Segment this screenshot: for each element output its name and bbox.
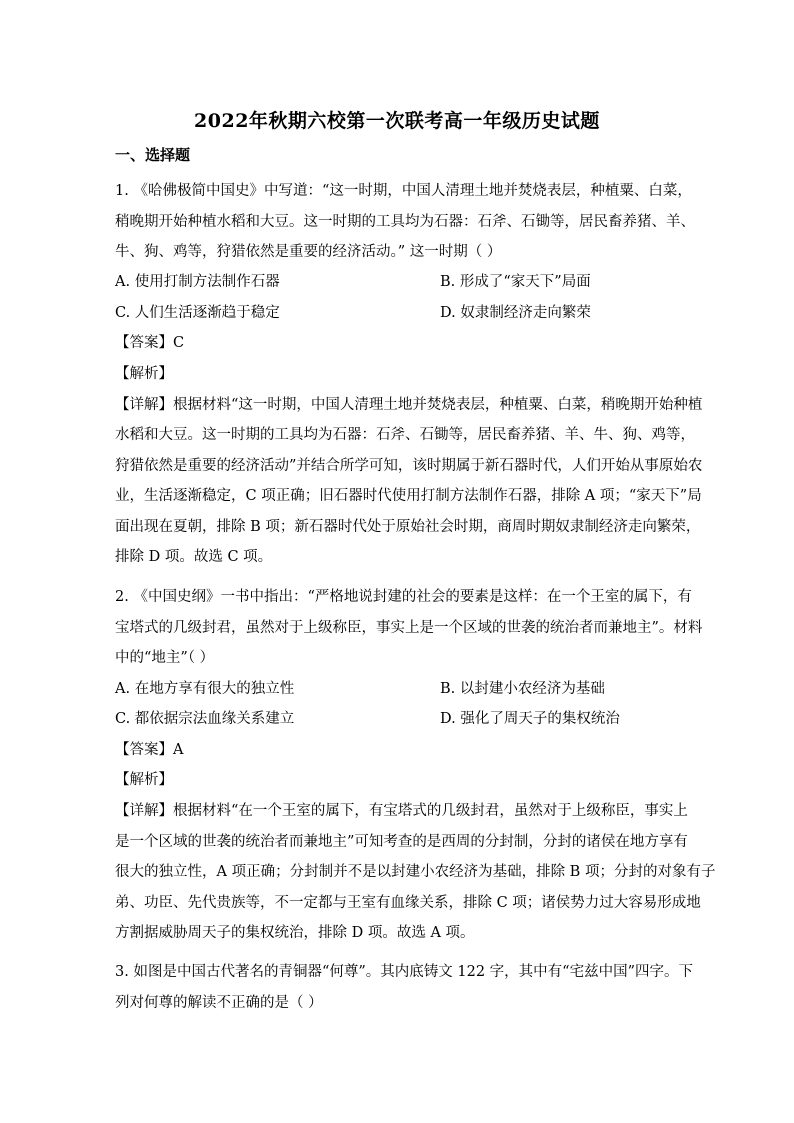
q2-detail-line: 弟、功臣、先代贵族等，不一定都与王室有血缘关系，排除 C 项；诸侯势力过大容易形成地 (115, 895, 701, 911)
q2-stem-line: 宝塔式的几级封君，虽然对于上级称臣，事实上是一个区域的世袭的统治者而兼地主”。材料 (115, 620, 703, 636)
page-title: 2022年秋期六校第一次联考高一年级历史试题 (194, 110, 600, 132)
q2-stem-line: 中的“地主”（ ） (115, 650, 215, 666)
q1-detail-line: 面出现在夏朝，排除 B 项；新石器时代处于原始社会时期，商周时期奴隶制经济走向繁荣， (115, 519, 701, 535)
q1-analysis-label: 【解析】 (115, 366, 173, 382)
q2-detail-line: 很大的独立性，A 项正确；分封制并不是以封建小农经济为基础，排除 B 项；分封的对象有子 (115, 864, 716, 880)
q2-analysis-label: 【解析】 (115, 772, 173, 788)
q2-detail-line: 【详解】根据材料“在一个王室的属下，有宝塔式的几级封君，虽然对于上级称臣，事实上 (115, 803, 688, 819)
q2-option-b: B. 以封建小农经济为基础 (440, 681, 605, 697)
q1-stem-line: 1. 《哈佛极简中国史》中写道：“这一时期，中国人清理土地并焚烧表层，种植粟、白菜， (115, 183, 692, 199)
q1-detail-line: 【详解】根据材料“这一时期，中国人清理土地并焚烧表层，种植粟、白菜，稍晚期开始种植 (115, 397, 703, 413)
q2-detail-line: 是一个区域的世袭的统治者而兼地主”可知考查的是西周的分封制，分封的诸侯在地方享有 (115, 834, 688, 850)
section-heading: 一、选择题 (115, 146, 191, 164)
q1-stem-line: 稍晚期开始种植水稻和大豆。这一时期的工具均为石器：石斧、石锄等，居民畜养猪、羊、 (115, 214, 695, 230)
q1-stem-line: 牛、狗、鸡等，狩猎依然是重要的经济活动。” 这一时期（ ） (115, 244, 502, 260)
q1-option-c: C. 人们生活逐渐趋于稳定 (115, 305, 280, 321)
q1-option-b: B. 形成了“家天下”局面 (440, 274, 591, 290)
q2-option-a: A. 在地方享有很大的独立性 (115, 681, 295, 697)
q3-stem-line: 列对何尊的解读不正确的是（ ） (115, 995, 323, 1011)
q2-detail-line: 方割据威胁周天子的集权统治，排除 D 项。故选 A 项。 (115, 925, 475, 941)
q2-option-c: C. 都依据宗法血缘关系建立 (115, 711, 295, 727)
q1-answer: 【答案】C (115, 335, 185, 351)
q1-detail-line: 狩猎依然是重要的经济活动”并结合所学可知，该时期属于新石器时代，人们开始从事原始农 (115, 458, 703, 474)
q2-option-d: D. 强化了周天子的集权统治 (440, 711, 620, 727)
q2-stem-line: 2. 《中国史纲》一书中指出：“严格地说封建的社会的要素是这样：在一个王室的属下，有 (115, 589, 692, 605)
q3-stem-line: 3. 如图是中国古代著名的青铜器“何尊”。其内底铸文 122 字，其中有“宅兹中国”四字。下 (115, 964, 693, 980)
q2-answer: 【答案】A (115, 742, 184, 758)
q1-option-d: D. 奴隶制经济走向繁荣 (440, 305, 591, 321)
q1-detail-line: 水稻和大豆。这一时期的工具均为石器：石斧、石锄等，居民畜养猪、羊、牛、狗、鸡等， (115, 427, 695, 443)
q1-detail-line: 业，生活逐渐稳定，C 项正确；旧石器时代使用打制方法制作石器，排除 A 项；“家天下”局 (115, 488, 702, 504)
q1-detail-line: 排除 D 项。故选 C 项。 (115, 549, 273, 565)
q1-option-a: A. 使用打制方法制作石器 (115, 274, 280, 290)
